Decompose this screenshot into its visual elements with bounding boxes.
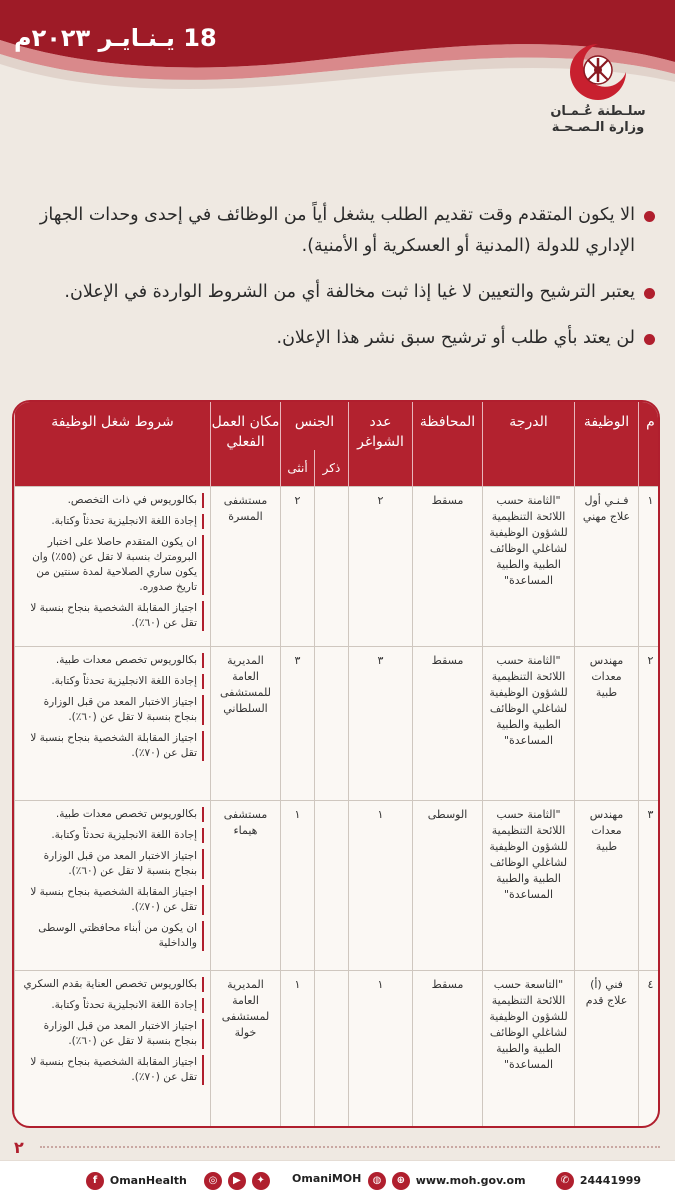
row-female: ١ <box>281 970 315 1128</box>
facebook-icon: f <box>86 1172 104 1190</box>
condition-item: إجادة اللغة الانجليزية تحدثاً وكتابة. <box>19 828 204 843</box>
header-job: الوظيفة <box>575 402 639 486</box>
header-gender: الجنس <box>281 402 349 450</box>
row-grade: "الثامنة حسب اللائحة التنظيمية للشؤون الوظيفية لشاغلي الوظائف الطبية والطبية المساعدة" <box>483 646 575 800</box>
globe-icon: ⊕ <box>392 1172 410 1190</box>
row-workplace: المديرية العامة للمستشفى السلطاني <box>211 646 281 800</box>
row-female: ٣ <box>281 646 315 800</box>
condition-item: إجادة اللغة الانجليزية تحدثاً وكتابة. <box>19 998 204 1013</box>
condition-item: ان يكون من أبناء محافظتي الوسطى والداخلية <box>19 921 204 951</box>
bullet-dot-icon <box>644 288 655 299</box>
page-dotted-divider <box>40 1146 660 1150</box>
condition-item: اجتياز المقابلة الشخصية بنجاح بنسبة لا تقل عن (٦٠٪). <box>19 601 204 631</box>
footer-handle[interactable]: OmaniMOH <box>292 1172 362 1185</box>
condition-item: ان يكون المتقدم حاصلا على اختبار البرومترك بنسبة لا تقل عن (٥٥٪) وان يكون ساري الصلاحية لمدة سنتين من تاريخ صدوره. <box>19 535 204 595</box>
row-governorate: الوسطى <box>413 800 483 970</box>
header-male: ذكر <box>315 450 349 486</box>
row-male <box>315 486 349 646</box>
row-male <box>315 646 349 800</box>
condition-item: اجتياز الاختبار المعد من قبل الوزارة بنجاح بنسبة لا تقل عن (٦٠٪). <box>19 1019 204 1049</box>
row-conditions <box>15 800 211 970</box>
row-male <box>315 800 349 970</box>
row-num: ١ <box>639 486 660 646</box>
bullet-dot-icon <box>644 211 655 222</box>
row-male <box>315 970 349 1128</box>
footer-bar <box>0 1160 675 1200</box>
row-workplace: المديرية العامة لمستشفى خولة <box>211 970 281 1128</box>
header-conditions: شروط شغل الوظيفة <box>15 402 211 486</box>
youtube-icon[interactable]: ▶ <box>228 1172 246 1190</box>
row-workplace: مستشفى هيماء <box>211 800 281 970</box>
bullet-item: لن يعتد بأي طلب أو ترشيح سبق نشر هذا الإعلان. <box>22 323 657 354</box>
row-conditions <box>15 970 211 1128</box>
row-vacancies: ٢ <box>349 486 413 646</box>
header-vacancies: عدد الشواغر <box>349 402 413 486</box>
row-num: ٢ <box>639 646 660 800</box>
row-num: ٣ <box>639 800 660 970</box>
condition-item: اجتياز الاختبار المعد من قبل الوزارة بنجاح بنسبة لا تقل عن (٦٠٪). <box>19 695 204 725</box>
header-governorate: المحافظة <box>413 402 483 486</box>
row-grade: "التاسعة حسب اللائحة التنظيمية للشؤون الوظيفية لشاغلي الوظائف الطبية والطبية المساعدة" <box>483 970 575 1128</box>
table-row <box>15 646 661 800</box>
header-female: أنثى <box>281 450 315 486</box>
instagram-icon[interactable]: ◎ <box>204 1172 222 1190</box>
row-governorate: مسقط <box>413 970 483 1128</box>
condition-item: اجتياز الاختبار المعد من قبل الوزارة بنجاح بنسبة لا تقل عن (٦٠٪). <box>19 849 204 879</box>
conditions-bullet-list <box>22 200 657 369</box>
row-conditions <box>15 646 211 800</box>
row-workplace: مستشفى المسرة <box>211 486 281 646</box>
jobs-table-container <box>12 400 660 1128</box>
row-vacancies: ١ <box>349 970 413 1128</box>
footer-social-icons <box>204 1172 272 1190</box>
condition-item: بكالوريوس تخصص معدات طبية. <box>19 653 204 668</box>
phone-icon: ✆ <box>556 1172 574 1190</box>
bullet-item: يعتبر الترشيح والتعيين لا غيا إذا ثبت مخالفة أي من الشروط الواردة في الإعلان. <box>22 277 657 308</box>
dribbble-icon: ◍ <box>368 1172 386 1190</box>
condition-item: إجادة اللغة الانجليزية تحدثاً وكتابة. <box>19 514 204 529</box>
row-grade: "الثامنة حسب اللائحة التنظيمية للشؤون الوظيفية لشاغلي الوظائف الطبية والطبية المساعدة" <box>483 486 575 646</box>
table-row <box>15 970 661 1128</box>
header-banner <box>0 0 675 180</box>
row-governorate: مسقط <box>413 646 483 800</box>
row-female: ١ <box>281 800 315 970</box>
row-vacancies: ١ <box>349 800 413 970</box>
footer-website[interactable]: ◍ ⊕ www.moh.gov.om <box>368 1172 526 1190</box>
announcement-date: 18 يـنـايـر ٢٠٢٣م <box>14 24 217 52</box>
row-job: فـنـي أول علاج مهني <box>575 486 639 646</box>
ministry-logo <box>543 40 653 148</box>
condition-item: إجادة اللغة الانجليزية تحدثاً وكتابة. <box>19 674 204 689</box>
row-conditions <box>15 486 211 646</box>
twitter-icon[interactable]: ✦ <box>252 1172 270 1190</box>
row-governorate: مسقط <box>413 486 483 646</box>
condition-item: اجتياز المقابلة الشخصية بنجاح بنسبة لا تقل عن (٧٠٪). <box>19 885 204 915</box>
bullet-item: الا يكون المتقدم وقت تقديم الطلب يشغل أياً من الوظائف في إحدى وحدات الجهاز الإداري للدولة (المدنية أو العسكرية أو الأمنية). <box>22 200 657 262</box>
condition-item: بكالوريوس في ذات التخصص. <box>19 493 204 508</box>
condition-item: بكالوريوس تخصص معدات طبية. <box>19 807 204 822</box>
jobs-table <box>14 402 660 1128</box>
condition-item: بكالوريوس تخصص العناية بقدم السكري <box>19 977 204 992</box>
condition-item: اجتياز المقابلة الشخصية بنجاح بنسبة لا تقل عن (٧٠٪). <box>19 731 204 761</box>
footer-phone[interactable]: ✆ 24441999 <box>556 1172 641 1190</box>
logo-ministry-name: وزارة الـصـحـة <box>551 120 645 135</box>
table-row <box>15 800 661 970</box>
row-job: مهندس معدات طبية <box>575 800 639 970</box>
header-num: م <box>639 402 660 486</box>
row-num: ٤ <box>639 970 660 1128</box>
oman-emblem-icon <box>566 40 630 104</box>
logo-country-name: سلـطنة عُـمـان <box>550 104 646 119</box>
row-vacancies: ٣ <box>349 646 413 800</box>
footer-facebook[interactable]: f OmanHealth <box>86 1172 187 1190</box>
header-workplace: مكان العمل الفعلي <box>211 402 281 486</box>
row-grade: "الثامنة حسب اللائحة التنظيمية للشؤون الوظيفية لشاغلي الوظائف الطبية والطبية المساعدة" <box>483 800 575 970</box>
bullet-dot-icon <box>644 334 655 345</box>
page-number: ٢ <box>14 1138 24 1157</box>
condition-item: اجتياز المقابلة الشخصية بنجاح بنسبة لا تقل عن (٧٠٪). <box>19 1055 204 1085</box>
header-grade: الدرجة <box>483 402 575 486</box>
row-job: فني (أ) علاج قدم <box>575 970 639 1128</box>
row-job: مهندس معدات طبية <box>575 646 639 800</box>
row-female: ٢ <box>281 486 315 646</box>
table-row <box>15 486 661 646</box>
